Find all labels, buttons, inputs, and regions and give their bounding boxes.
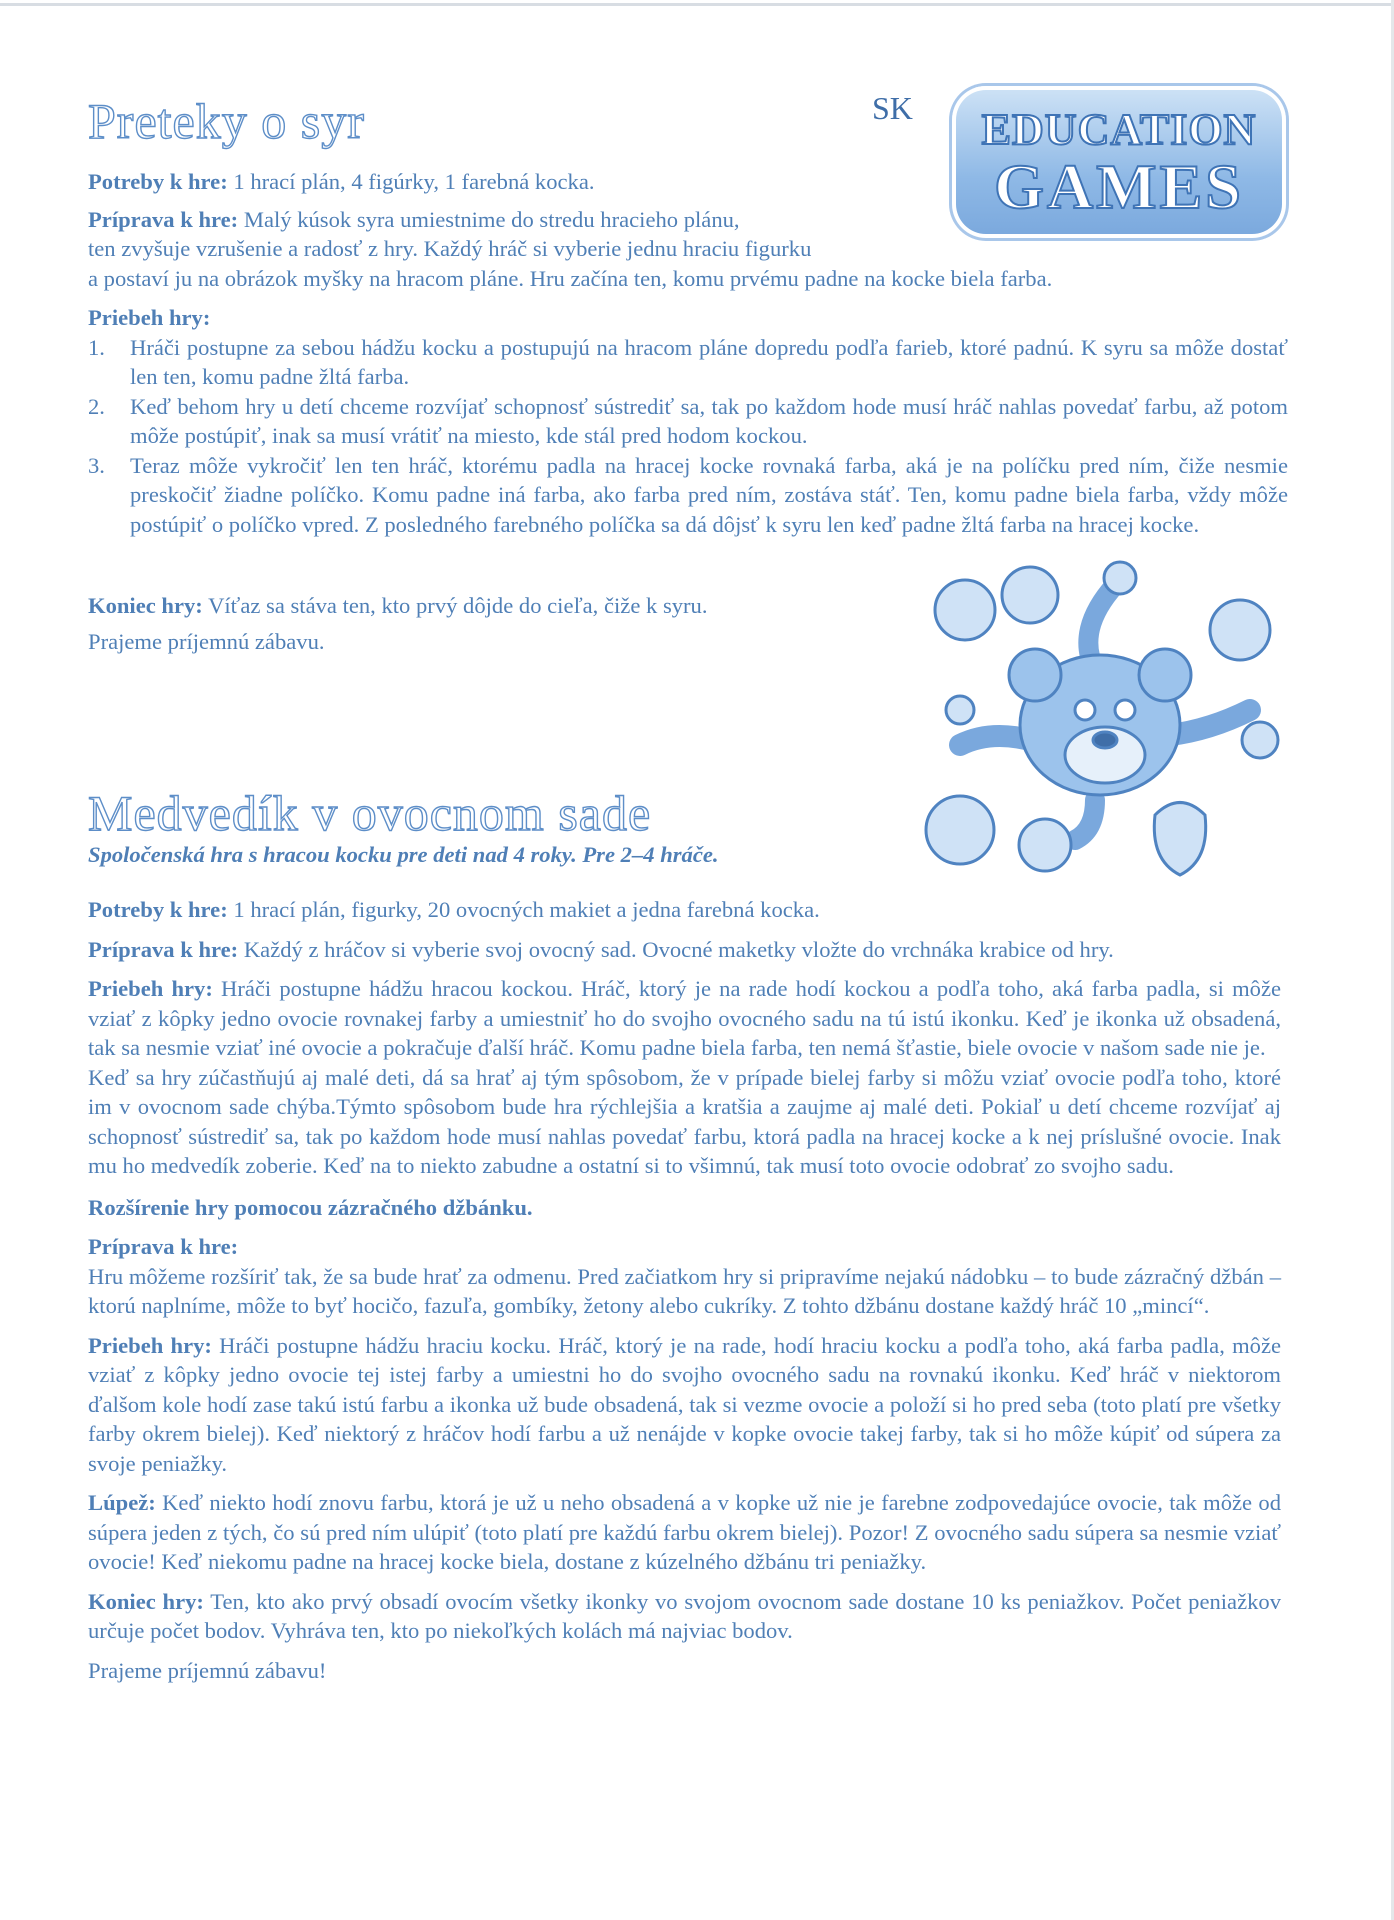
extension-heading: Rozšírenie hry pomocou zázračného džbánku. <box>88 1194 533 1220</box>
end-text: Víťaz sa stáva ten, kto prvý dôjde do cieľa, čiže k syru. <box>202 593 708 618</box>
course-steps <box>88 333 1288 540</box>
prep-text: Každý z hráčov si vyberie svoj ovocný sad. Ovocné maketky vložte do vrchnáka krabice od hry. <box>238 936 1114 962</box>
prep-line3: a postaví ju na obrázok myšky na hracom pláne. Hru začína ten, komu prvému padne na kocke biela farba. <box>88 265 1053 291</box>
course-text-2: Keď sa hry zúčastňujú aj malé deti, dá sa hrať aj tým spôsobom, že v prípade bielej farby si môžu vziať ovocie podľa toho, ktoré im v ovocnom sade chýba.Týmto spôsobom bude hra rýchlejšia a kratšia a zaujme aj malé deti. Pokiaľ u detí chceme rozvíjať aj schopnosť sústrediť sa, tak po každom hode musí nahlas povedať farbu, ktorá padla na hracej kocke a k nej príslušné ovocie. Inak mu ho medvedík zoberie. Keď na to niekto zabudne a ostatní si to všimnú, tak musí toto ovocie odobrať zo svojho sadu. <box>88 1064 1281 1178</box>
list-item: 1. Hráči postupne za sebou hádžu kocku a postupujú na hracom pláne dopredu podľa farieb, ktoré padnú. K syru sa môže dostať len ten, komu padne žltá farba. <box>88 334 1288 389</box>
ext-course-text: Hráči postupne hádžu hraciu kocku. Hráč, ktorý je na rade, hodí hraciu kocku a podľa toho, aká farba padla, môže vziať z kôpky jedno ovocie tej istej farby a umiestni ho do svojho ovocného sadu na rovnakú ikonku. Keď hráč v niektorom ďalšom kole hodí zase takú istú farbu a ikonka už bude obsadená, tak si vezme ovocie a položí si ho pred seba (toto platí pre všetky farby okrem bielej). Keď niektorý z hráčov hodí farbu a už nenájde v kopke ovocie takej farby, tak si ho môže kúpiť od súpera za svoje peniažky. <box>88 1332 1282 1476</box>
ext-course-label: Priebeh hry: <box>88 1332 212 1358</box>
course-text: Hráči postupne hádžu hracou kockou. Hráč, ktorý je na rade hodí kockou a podľa toho, aká farba padla, si môže vziať z kôpky jedno ovocie rovnakej farby a umiestniť ho do svojho ovocného sadu na tú istú ikonku. Keď je ikonka už obsadená, tak sa nesmie vziať iné ovocie a pokračuje ďalší hráč. Komu padne biela farba, ten nemá šťastie, biele ovocie v našom sade nie je. <box>88 976 1282 1060</box>
robbery-text: Keď niekto hodí znovu farbu, ktorá je už u neho obsadená a v kopke už nie je farebne zodpovedajúce ovocie, tak môže od súpera jeden z tých, čo sú pred ním ulúpiť (toto platí pre každú farbu okrem bielej). Pozor! Z ovocného sadu súpera sa nesmie vziať ovocie! Keď niekomu padne na hracej kocke biela, dostane z kúzelného džbánu tri peniažky. <box>88 1490 1281 1574</box>
list-item: 2. Keď behom hry u detí chceme rozvíjať schopnosť sústrediť sa, tak po každom hode musí hráč nahlas povedať farbu, až potom môže postúpiť, inak sa musí vrátiť na miesto, kde stál pred hodom kockou. <box>88 393 1288 448</box>
list-item: 3. Teraz môže vykročiť len ten hráč, ktorému padla na hracej kocke rovnaká farba, aká je na políčku pred ním, čiže nesmie preskočiť žiadne políčko. Komu padne iná farba, ako farba pred ním, zostáva stáť. Ten, komu padne biela farba, vždy môže postúpiť o políčko vpred. Z posledného farebného políčka sa dá dôjsť k syru len keď padne žltá farba na hracej kocke. <box>88 452 1288 537</box>
needs-text: 1 hrací plán, figurky, 20 ovocných makiet a jedna farebná kocka. <box>227 897 820 922</box>
prep-line1: Malý kúsok syra umiestnime do stredu hracieho plánu, <box>238 206 740 232</box>
game2-section <box>88 895 1281 1685</box>
scan-edge-top <box>0 3 1394 6</box>
game2-title: Medvedík v ovocnom sade <box>88 785 652 841</box>
ext-prep-text: Hru môžeme rozšíriť tak, že sa bude hrať za odmenu. Pred začiatkom hry si pripravíme nejakú nádobku – to bude zázračný džbán – ktorú naplníme, môže to byť hocičo, fazuľa, gombíky, žetony alebo cukríky. Z tohto džbánu dostane každý hráč 10 „mincí“. <box>88 1263 1281 1318</box>
course-label: Priebeh hry: <box>88 976 213 1001</box>
game1-section <box>88 167 1288 539</box>
logo-line1: EDUCATION <box>981 105 1257 154</box>
prep-label: Príprava k hre: <box>88 206 239 232</box>
game1-title: Preteky o syr <box>88 93 365 149</box>
language-code: SK <box>872 90 913 126</box>
ext-prep-label: Príprava k hre: <box>88 1234 239 1259</box>
end-label: Koniec hry: <box>88 1588 204 1614</box>
end-text: Ten, kto ako prvý obsadí ovocím všetky ikonky vo svojom ovocnom sade dostane 10 ks peniažkov. Počet peniažkov určuje počet bodov. Vyhráva ten, kto po niekoľkých kolách má najviac bodov. <box>88 1588 1281 1643</box>
end-label: Koniec hry: <box>88 593 203 618</box>
wish-text: Prajeme príjemnú zábavu! <box>88 1657 327 1683</box>
prep-line2: ten zvyšuje vzrušenie a radosť z hry. Každý hráč si vyberie jednu hraciu figurku <box>88 236 812 261</box>
bear-fruit-illustration <box>920 560 1300 890</box>
wish-text: Prajeme príjemnú zábavu. <box>88 628 325 654</box>
logo-line2: GAMES <box>994 151 1244 222</box>
needs-text: 1 hrací plán, 4 figúrky, 1 farebná kocka. <box>227 169 595 194</box>
game2-subtitle: Spoločenská hra s hracou kocku pre deti nad 4 roky. Pre 2–4 hráče. <box>88 842 719 867</box>
game1-end <box>88 591 908 656</box>
course-label: Priebeh hry: <box>88 305 211 330</box>
prep-label: Príprava k hre: <box>88 936 239 962</box>
needs-label: Potreby k hre: <box>88 169 228 194</box>
robbery-label: Lúpež: <box>88 1490 156 1515</box>
needs-label: Potreby k hre: <box>88 897 228 922</box>
